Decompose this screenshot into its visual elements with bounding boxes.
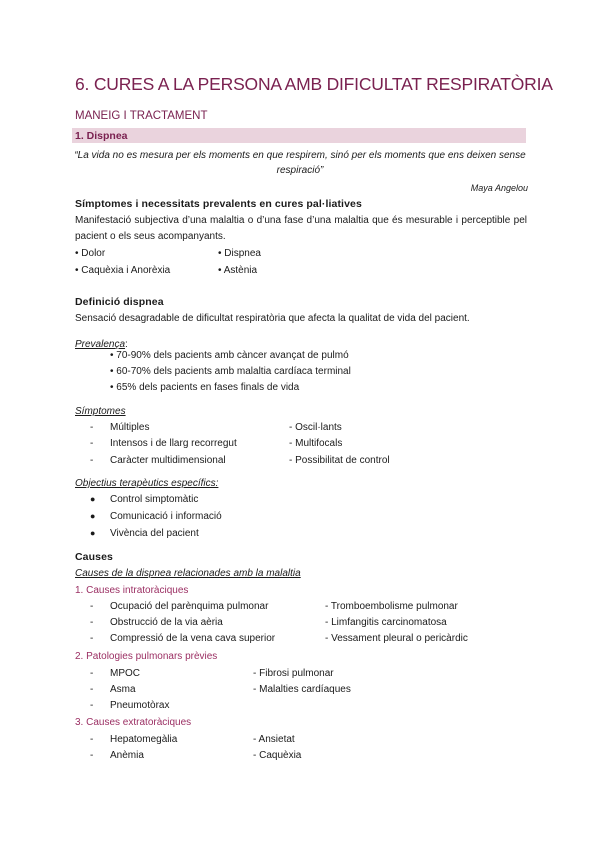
list-item: - Caquèxia <box>253 750 302 761</box>
subsection-title: 1. Dispnea <box>75 130 128 142</box>
causes-subheading: Causes de la dispnea relacionades amb la malaltia <box>75 568 301 579</box>
list-item: Compressió de la vena cava superior <box>110 633 276 644</box>
causes-group-title: 3. Causes extratoràciques <box>75 717 192 728</box>
list-item: Obstrucció de la via aèria <box>110 617 223 628</box>
list-item: Hepatomegàlia <box>110 734 178 745</box>
bullet-dot: ● <box>90 511 96 521</box>
prevalence-label: Prevalença <box>75 339 126 350</box>
list-item: - Tromboembolisme pulmonar <box>325 601 458 612</box>
dash-marker: - <box>90 734 94 745</box>
list-item: Vivència del pacient <box>110 528 199 539</box>
list-item: • Astènia <box>218 265 258 276</box>
dash-marker: - <box>90 438 94 449</box>
dash-marker: - <box>90 700 94 711</box>
list-item: - Oscil·lants <box>289 422 342 433</box>
symptoms-paragraph: Manifestació subjectiva d’una malaltia o d’una fase d’una malaltia que és mesurable i perceptible pel pacient o els seus acompanyants. <box>75 215 527 242</box>
bullet-dot: ● <box>90 528 96 538</box>
causes-group-title: 1. Causes intratoràciques <box>75 585 189 596</box>
causes-group-title: 2. Patologies pulmonars prèvies <box>75 651 218 662</box>
dash-marker: - <box>90 601 94 612</box>
causes-heading: Causes <box>75 551 113 563</box>
dash-marker: - <box>90 422 94 433</box>
bullet-dot: ● <box>90 494 96 504</box>
list-item: Asma <box>110 684 136 695</box>
list-item: Pneumotòrax <box>110 700 170 711</box>
list-item: • 70-90% dels pacients amb càncer avançat de pulmó <box>110 350 349 361</box>
list-item: • Caquèxia i Anorèxia <box>75 265 171 276</box>
prevalence-colon: : <box>125 339 128 350</box>
list-item: Comunicació i informació <box>110 511 222 522</box>
list-item: • Dolor <box>75 248 106 259</box>
dash-marker: - <box>90 455 94 466</box>
dash-marker: - <box>90 750 94 761</box>
list-item: • 60-70% dels pacients amb malaltia cardíaca terminal <box>110 366 351 377</box>
dash-marker: - <box>90 633 94 644</box>
list-item: Caràcter multidimensional <box>110 455 226 466</box>
list-item: • 65% dels pacients en fases finals de vida <box>110 382 300 393</box>
definition-heading: Definició dispnea <box>75 296 164 308</box>
list-item: Anèmia <box>110 750 144 761</box>
symptoms-heading: Símptomes i necessitats prevalents en cures pal·liatives <box>75 198 362 210</box>
list-item: - Possibilitat de control <box>289 455 390 466</box>
list-item: - Multifocals <box>289 438 343 449</box>
list-item: - Malalties cardíaques <box>253 684 351 695</box>
objectives-label: Objectius terapèutics específics: <box>75 478 219 489</box>
list-item: Control simptomàtic <box>110 494 199 505</box>
list-item: Ocupació del parènquima pulmonar <box>110 601 269 612</box>
list-item: Múltiples <box>110 422 150 433</box>
dash-marker: - <box>90 668 94 679</box>
list-item: - Limfangitis carcinomatosa <box>325 617 447 628</box>
list-item: MPOC <box>110 668 140 679</box>
list-item: • Dispnea <box>218 248 261 259</box>
quote-author: Maya Angelou <box>470 183 528 193</box>
quote: “La vida no es mesura per els moments en que respirem, sinó per els moments que ens deixen sense respiració” <box>74 150 526 176</box>
list-item: - Vessament pleural o pericàrdic <box>325 633 468 644</box>
list-item: - Ansietat <box>253 734 295 745</box>
section-heading: MANEIG I TRACTAMENT <box>75 110 208 122</box>
list-item: - Fibrosi pulmonar <box>253 668 334 679</box>
dash-marker: - <box>90 684 94 695</box>
symptoms-label: Símptomes <box>75 406 126 417</box>
list-item: Intensos i de llarg recorregut <box>110 438 237 449</box>
definition-paragraph: Sensació desagradable de dificultat respiratòria que afecta la qualitat de vida del pacient. <box>75 313 470 324</box>
dash-marker: - <box>90 617 94 628</box>
subsection-highlight <box>72 128 526 143</box>
page-title: 6. CURES A LA PERSONA AMB DIFICULTAT RESPIRATÒRIA <box>75 74 553 94</box>
